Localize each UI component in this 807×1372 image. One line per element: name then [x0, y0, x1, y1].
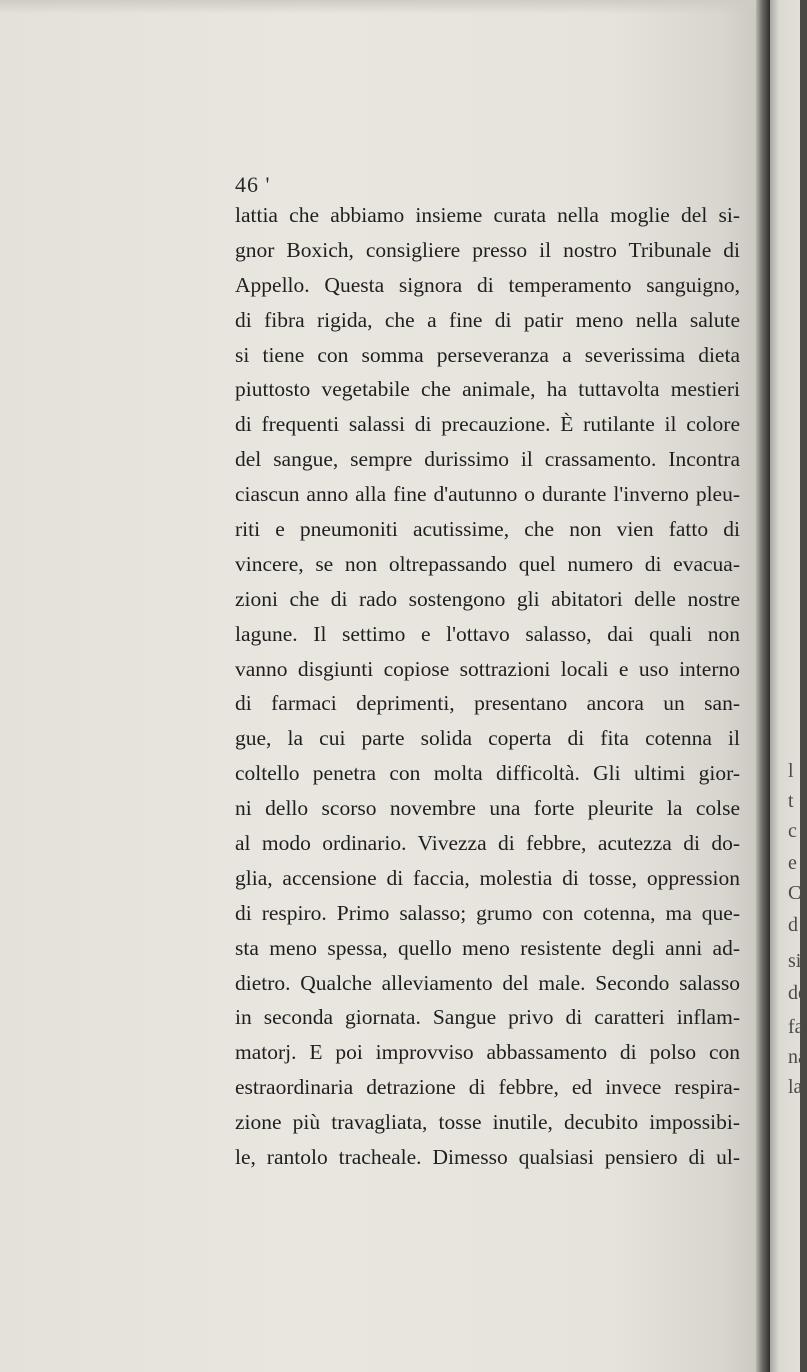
next-page-fragment: fa [788, 1016, 804, 1038]
next-page-fragment: l [788, 760, 794, 782]
text-line: ciascun anno alla fine d'autunno o durante l'inverno pleu- [235, 482, 740, 507]
text-line: zione più travagliata, tosse inutile, decubito impossibi- [235, 1110, 740, 1135]
text-line: di fibra rigida, che a fine di patir meno nella salute [235, 307, 740, 332]
page-number: 46 ' [235, 172, 271, 197]
text-line: vanno disgiunti copiose sottrazioni locali e uso interno [235, 656, 740, 681]
text-line: piuttosto vegetabile che animale, ha tuttavolta mestieri [235, 377, 740, 402]
text-line: lattia che abbiamo insieme curata nella moglie del si- [235, 203, 740, 227]
text-line: di farmaci deprimenti, presentano ancora un san- [235, 691, 740, 716]
text-line: gnor Boxich, consigliere presso il nostro Tribunale di [235, 237, 740, 262]
text-line: gue, la cui parte solida coperta di fita cotenna il [235, 726, 740, 751]
text-line: zioni che di rado sostengono gli abitatori delle nostre [235, 586, 740, 611]
text-line: matorj. E poi improvviso abbassamento di polso con [235, 1040, 740, 1065]
next-page-fragment: t [788, 790, 794, 812]
next-page-fragment: si [788, 950, 802, 972]
next-page-fragment: de [788, 982, 807, 1004]
text-line: Appello. Questa signora di temperamento sanguigno, [235, 272, 740, 297]
text-line: di respiro. Primo salasso; grumo con cotenna, ma que- [235, 900, 740, 925]
text-line: coltello penetra con molta difficoltà. Gli ultimi gior- [235, 761, 740, 786]
page-top-shadow [0, 0, 762, 14]
text-line: dietro. Qualche alleviamento del male. Secondo salasso [235, 970, 740, 995]
next-page-fragment: C [788, 882, 802, 904]
book-gutter [756, 0, 770, 1372]
body-text [235, 198, 740, 1175]
text-line: di frequenti salassi di precauzione. È rutilante il colore [235, 412, 740, 437]
text-line: ni dello scorso novembre una forte pleurite la colse [235, 796, 740, 821]
next-page-fragment: c [788, 820, 797, 842]
text-line: le, rantolo tracheale. Dimesso qualsiasi pensiero di ul- [235, 1145, 740, 1170]
next-page-fragment: e [788, 852, 797, 874]
next-page-edge [770, 0, 807, 1372]
text-line: si tiene con somma perseveranza a severissima dieta [235, 342, 740, 367]
text-line: estraordinaria detrazione di febbre, ed invece respira- [235, 1075, 740, 1100]
next-page-fragment: d [788, 914, 798, 936]
text-line: glia, accensione di faccia, molestia di tosse, oppression [235, 865, 740, 890]
text-line: vincere, se non oltrepassando quel numero di evacua- [235, 551, 740, 576]
text-line: sta meno spessa, quello meno resistente degli anni ad- [235, 935, 740, 960]
text-line: lagune. Il settimo e l'ottavo salasso, dai quali non [235, 621, 740, 646]
next-page-fragment: na [788, 1046, 807, 1068]
text-line: al modo ordinario. Vivezza di febbre, acutezza di do- [235, 831, 740, 856]
text-line: del sangue, sempre durissimo il crassamento. Incontra [235, 447, 740, 472]
next-page-fragment: la [788, 1076, 803, 1098]
text-line: riti e pneumoniti acutissime, che non vien fatto di [235, 517, 740, 542]
text-line: in seconda giornata. Sangue privo di caratteri inflam- [235, 1005, 740, 1030]
